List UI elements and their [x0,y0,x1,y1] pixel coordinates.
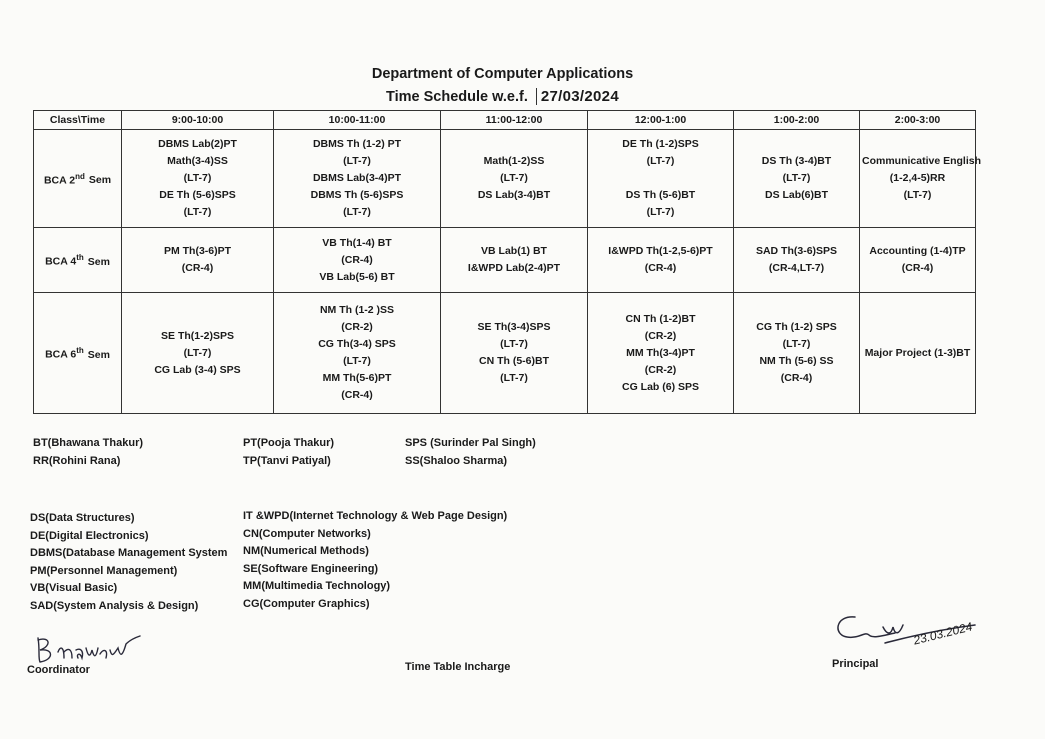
schedule-prefix: Time Schedule w.e.f. [386,89,528,105]
lecture-line: VB Lab(1) BT [481,245,547,257]
time-slot-2: 10:00-11:00 [274,111,441,130]
lecture-line: (CR-4) [644,262,677,274]
schedule-cell [122,130,274,228]
schedule-cell [122,293,274,414]
lecture-line: (1-2,4-5)RR [889,172,946,184]
lecture-line: Math(3-4)SS [167,155,228,167]
lecture-line: CN Th (5-6)BT [479,355,549,367]
class-row [34,228,976,293]
subject-entry: DBMS(Database Management System [30,547,228,559]
lecture-line: (CR-4,LT-7) [768,262,825,274]
time-slot-1: 9:00-10:00 [122,111,274,130]
lecture-line: (LT-7) [646,155,675,167]
subject-entry: MM(Multimedia Technology) [243,580,391,592]
lecture-line: CN Th (1-2)BT [625,312,696,325]
lecture-line: I&WPD Lab(2-4)PT [467,262,561,274]
class-sem: Sem [87,348,110,361]
schedule-cell [860,293,976,414]
faculty-col-1 [33,435,143,470]
class-name: BCA 6 [45,348,77,361]
lecture-line: DS Lab(3-4)BT [477,189,551,201]
incharge-label: Time Table Incharge [405,661,511,673]
class-label [34,130,122,228]
class-row [34,293,976,414]
subject-entry: PM(Personnel Management) [30,564,178,577]
faculty-entry: SS(Shaloo Sharma) [405,454,508,467]
schedule-cell [734,293,860,414]
subject-entry: IT &WPD(Internet Technology & Web Page Design) [243,510,508,522]
schedule-cell [860,228,976,293]
lecture-line: MM Th(3-4)PT [626,346,695,359]
lecture-line: (LT-7) [782,338,811,350]
subject-entry: DE(Digital Electronics) [30,529,149,542]
lecture-line: (CR-4) [181,262,214,274]
lecture-line: Communicative English [862,155,982,167]
lecture-line: (LT-7) [500,372,528,384]
lecture-line: (LT-7) [500,338,528,350]
subject-entry: CG(Computer Graphics) [243,597,370,610]
signature-date: 23.03.2024 [912,619,974,648]
lecture-line: SE Th(3-4)SPS [477,321,551,333]
lecture-line: (LT-7) [782,172,811,184]
lecture-line: (CR-4) [341,389,373,401]
schedule-cell [734,130,860,228]
faculty-entry: SPS (Surinder Pal Singh) [405,437,536,449]
time-slot-3: 11:00-12:00 [441,111,588,130]
schedule-cell [588,228,734,293]
lecture-line: DBMS Lab(2)PT [158,138,237,150]
schedule-cell [588,130,734,228]
lecture-line: NM Th (1-2 )SS [319,304,395,316]
corner-cell: Class\Time [34,111,122,130]
class-name: BCA 4 [45,255,77,268]
timetable [33,110,982,414]
time-slot-4: 12:00-1:00 [588,111,734,130]
lecture-line: (LT-7) [903,189,932,201]
subject-entry: NM(Numerical Methods) [243,545,369,557]
faculty-entry: PT(Pooja Thakur) [243,437,335,449]
schedule-cell [274,293,441,414]
class-sem: Sem [87,255,110,268]
lecture-line: SAD Th(3-6)SPS [755,245,838,257]
lecture-line: SE Th(1-2)SPS [161,329,234,342]
class-label [34,228,122,293]
lecture-line: VB Lab(5-6) BT [319,270,395,283]
lecture-line: (LT-7) [646,206,675,218]
lecture-line [590,170,731,187]
faculty-col-2 [243,435,334,470]
subject-entry: DS(Data Structures) [30,512,135,524]
class-sem: Sem [88,174,112,187]
schedule-cell [122,228,274,293]
class-name: BCA 2 [43,174,76,187]
schedule-cell [734,228,860,293]
faculty-entry: RR(Rohini Rana) [33,454,121,467]
lecture-line: DS Th (3-4)BT [761,155,832,167]
effective-date: 27/03/2024 [536,88,619,105]
lecture-line: (LT-7) [183,172,212,184]
faculty-col-3 [405,435,536,470]
lecture-line: DS Lab(6)BT [765,189,828,201]
lecture-line: (CR-2) [644,363,677,376]
schedule-cell [441,130,588,228]
class-ordinal: nd [75,171,85,181]
lecture-line: (CR-2) [341,321,373,333]
lecture-line: VB Th(1-4) BT [322,236,392,249]
lecture-line: CG Lab (6) SPS [621,380,699,393]
lecture-line: DS Th (5-6)BT [625,189,696,201]
subject-col-2 [243,508,507,613]
lecture-line: (LT-7) [343,355,371,367]
time-slot-5: 1:00-2:00 [734,111,860,130]
lecture-line: DBMS Th (5-6)SPS [310,189,404,201]
lecture-line: CG Lab (3-4) SPS [154,363,241,376]
subject-entry: CN(Computer Networks) [243,527,371,540]
lecture-line: (LT-7) [343,155,371,167]
lecture-line: Math(1-2)SS [483,155,545,167]
schedule-cell [860,130,982,228]
time-slot-6: 2:00-3:00 [860,111,976,130]
lecture-line: Accounting (1-4)TP [869,245,966,257]
department-title: Department of Computer Applications [371,66,634,82]
class-ordinal: th [76,253,84,263]
subject-col-1 [30,510,227,615]
class-row [34,130,976,228]
schedule-cell [588,293,734,414]
subject-entry: SAD(System Analysis & Design) [30,599,199,612]
lecture-line: (LT-7) [500,172,528,184]
lecture-line: (CR-4) [341,253,373,266]
lecture-line: (LT-7) [183,206,212,218]
faculty-entry: BT(Bhawana Thakur) [33,437,144,449]
faculty-entry: TP(Tanvi Patiyal) [243,454,331,467]
schedule-cell [441,293,588,414]
subject-entry: VB(Visual Basic) [30,582,118,594]
lecture-line: DE Th (1-2)SPS [622,138,699,150]
class-label [34,293,122,414]
lecture-line: I&WPD Th(1-2,5-6)PT [608,245,713,257]
schedule-cell [274,228,441,293]
lecture-line: (CR-4) [780,372,813,384]
lecture-line: (LT-7) [183,346,212,359]
lecture-line: (CR-2) [644,329,677,342]
lecture-line: (LT-7) [343,206,371,218]
coordinator-signature [30,630,150,668]
lecture-line: CG Th (1-2) SPS [756,321,837,333]
class-ordinal: th [76,346,84,356]
lecture-line: Major Project (1-3)BT [864,346,971,359]
lecture-line: NM Th (5-6) SS [759,355,834,367]
subject-entry: SE(Software Engineering) [243,562,379,575]
time-header-row [34,111,976,130]
lecture-line: CG Th(3-4) SPS [318,338,396,350]
lecture-line: (CR-4) [901,262,934,274]
principal-label: Principal [832,658,879,670]
coordinator-label: Coordinator [27,664,90,676]
lecture-line: DBMS Lab(3-4)PT [312,172,402,184]
lecture-line: DE Th (5-6)SPS [159,189,236,201]
schedule-cell [441,228,588,293]
lecture-line: DBMS Th (1-2) PT [312,138,402,150]
lecture-line: MM Th(5-6)PT [322,372,392,384]
schedule-title [0,88,1005,105]
schedule-cell [274,130,441,228]
lecture-line: PM Th(3-6)PT [163,245,232,257]
